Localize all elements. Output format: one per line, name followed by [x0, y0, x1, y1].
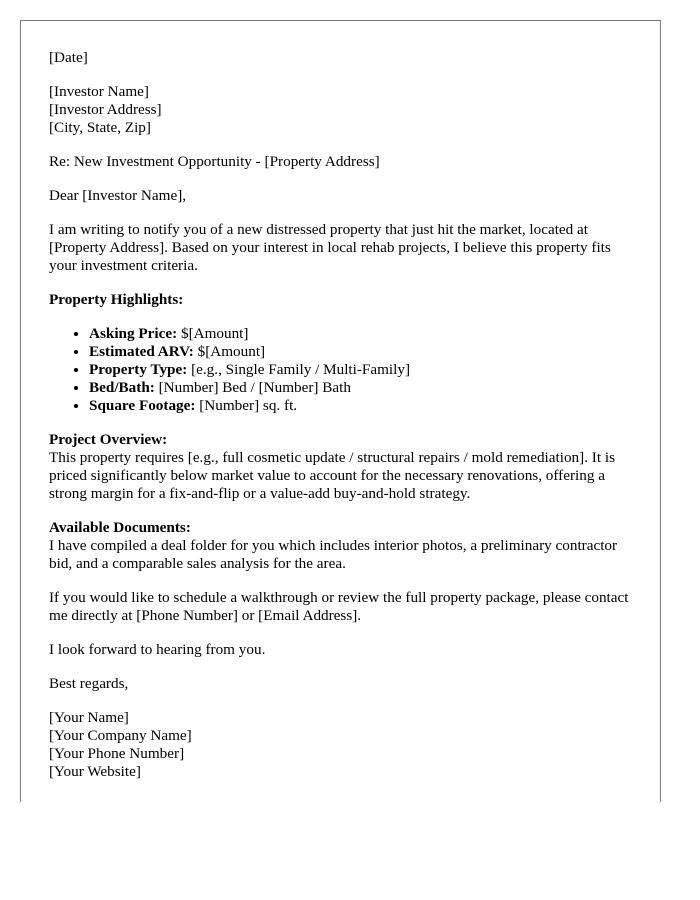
highlight-label: Asking Price: — [89, 325, 178, 342]
salutation: Dear [Investor Name], — [49, 187, 187, 204]
highlights-heading-text: Property Highlights: — [49, 291, 184, 308]
sender-company: [Your Company Name] — [49, 727, 192, 744]
sender-website: [Your Website] — [49, 763, 141, 780]
recipient-address: [Investor Address] — [49, 101, 162, 118]
highlight-label: Property Type: — [89, 361, 188, 378]
project-overview-section — [49, 431, 639, 503]
highlight-label: Square Footage: — [89, 397, 196, 414]
subject-line: Re: New Investment Opportunity - [Property Address] — [49, 153, 380, 170]
highlight-value: $[Amount] — [177, 325, 249, 342]
list-item — [89, 325, 639, 343]
highlight-value: $[Amount] — [193, 343, 266, 360]
list-item — [89, 343, 639, 361]
highlights-heading — [49, 291, 639, 309]
sender-name: [Your Name] — [49, 709, 129, 726]
available-documents-text: I have compiled a deal folder for you which includes interior photos, a preliminary contractor bid, and a comparable sales analysis for the area. — [49, 537, 618, 572]
project-overview-text: This property requires [e.g., full cosmetic update / structural repairs / mold remediation]. It is priced significantly below market value to account for the necessary renovations, offering a strong margin for a fix-and-flip or a value-add buy-and-hold strategy. — [49, 449, 615, 502]
recipient-name: [Investor Name] — [49, 83, 149, 100]
letter-date: [Date] — [49, 49, 88, 66]
highlight-label: Bed/Bath: — [89, 379, 155, 396]
recipient-address-block — [49, 83, 639, 137]
sign-off: Best regards, — [49, 675, 129, 692]
sender-phone: [Your Phone Number] — [49, 745, 185, 762]
letter-body — [49, 49, 639, 797]
highlight-label: Estimated ARV: — [89, 343, 194, 360]
sender-signature-block — [49, 709, 639, 781]
letter-page — [20, 20, 661, 802]
intro-paragraph: I am writing to notify you of a new distressed property that just hit the market, located at [Property Address]. Based on your interest in local rehab projects, I believe this property fits your investment criteria. — [49, 221, 611, 274]
list-item — [89, 361, 639, 379]
highlight-value: [Number] Bed / [Number] Bath — [154, 379, 351, 396]
recipient-city-state-zip: [City, State, Zip] — [49, 119, 151, 136]
closing-line: I look forward to hearing from you. — [49, 641, 266, 658]
contact-paragraph: If you would like to schedule a walkthrough or review the full property package, please contact me directly at [Phone Number] or [Email Address]. — [49, 589, 629, 624]
available-documents-heading: Available Documents: — [49, 519, 191, 536]
list-item — [89, 397, 639, 415]
highlight-value: [Number] sq. ft. — [195, 397, 298, 414]
list-item — [89, 379, 639, 397]
project-overview-heading: Project Overview: — [49, 431, 168, 448]
highlight-value: [e.g., Single Family / Multi-Family] — [187, 361, 411, 378]
highlights-list — [49, 325, 639, 415]
available-documents-section — [49, 519, 639, 573]
